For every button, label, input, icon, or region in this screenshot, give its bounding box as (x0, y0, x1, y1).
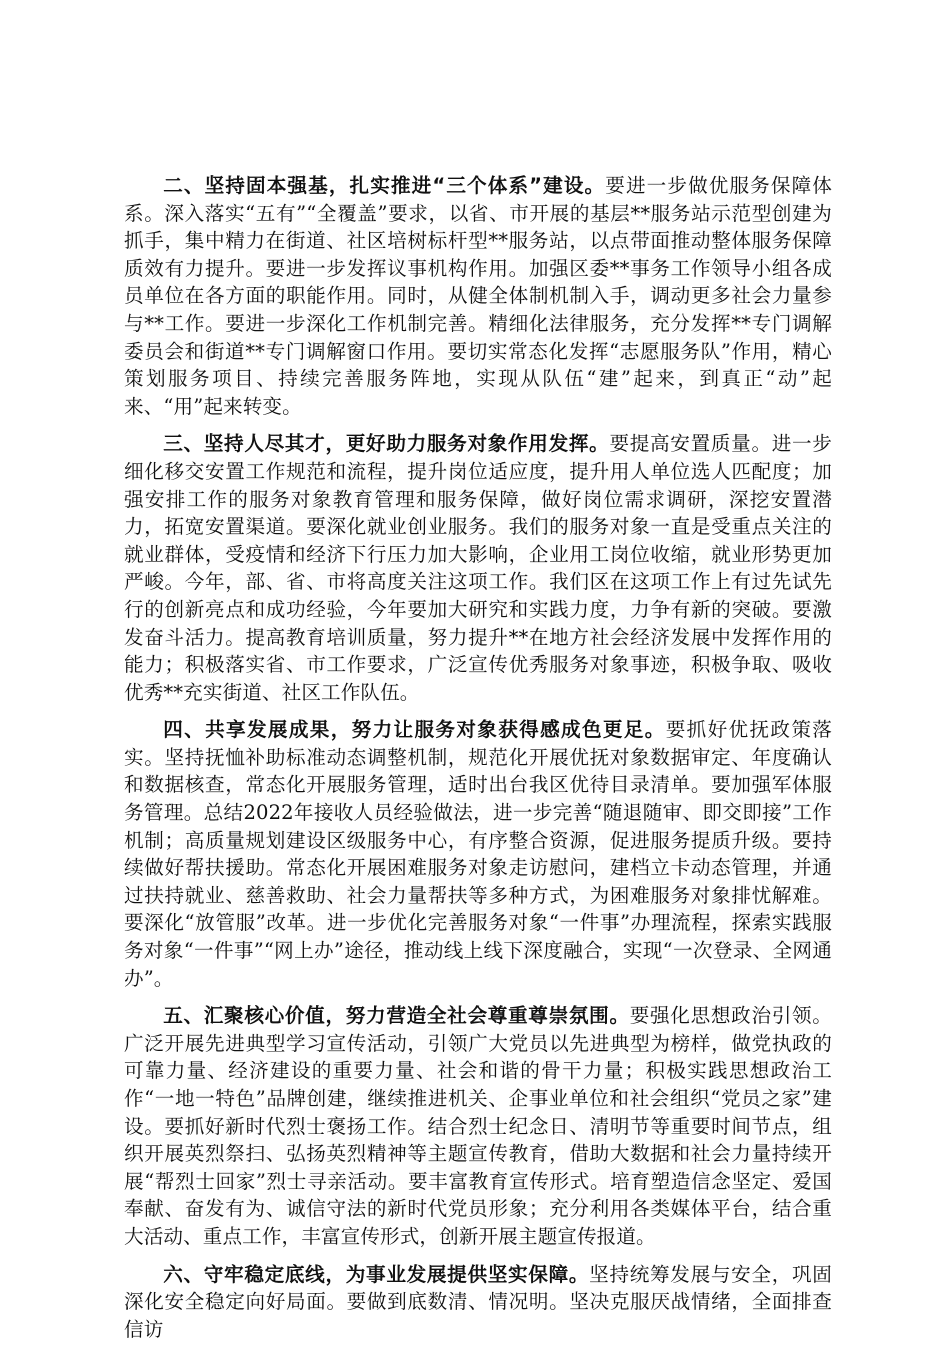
section-3-paragraph (124, 430, 832, 706)
section-2-paragraph (124, 172, 832, 420)
section-2-heading: 二、坚持固本强基，扎实推进“三个体系”建设。 (163, 174, 606, 197)
section-4-body: 要抓好优抚政策落实。坚持抚恤补助标准动态调整机制，规范化开展优抚对象数据审定、年度确认和数据核查，常态化开展服务管理，适时出台我区优待目录清单。要加强军体服务管理。总结2022年接收人员经验做法，进一步完善“随退随审、即交即接”工作机制；高质量规划建设区级服务中心，有序整合资源，促进服务提质升级。要持续做好帮扶援助。常态化开展困难服务对象走访慰问，建档立卡动态管理，并通过扶持就业、慈善救助、社会力量帮扶等多种方式，为困难服务对象排忧解难。要深化“放管服”改革。进一步优化完善服务对象“一件事”办理流程，探索实践服务对象“一件事”“网上办”途径，推动线上线下深度融合，实现“一次登录、全网通办”。 (124, 718, 832, 990)
section-5-body: 要强化思想政治引领。广泛开展先进典型学习宣传活动，引领广大党员以先进典型为榜样，做党执政的可靠力量、经济建设的重要力量、社会和谐的骨干力量；积极实践思想政治工作“一地一特色”品牌创建，继续推进机关、企事业单位和社会组织“党员之家”建设。要抓好新时代烈士褒扬工作。结合烈士纪念日、清明节等重要时间节点，组织开展英烈祭扫、弘扬英烈精神等主题宣传教育，借助大数据和社会力量持续开展“帮烈士回家”烈士寻亲活动。要丰富教育宣传形式。培育塑造信念坚定、爱国奉献、奋发有为、诚信守法的新时代党员形象；充分利用各类媒体平台，结合重大活动、重点工作，丰富宣传形式，创新开展主题宣传报道。 (124, 1004, 832, 1248)
section-3-heading: 三、坚持人尽其才，更好助力服务对象作用发挥。 (163, 432, 610, 456)
section-2-body: 要进一步做优服务保障体系。深入落实“五有”“全覆盖”要求，以省、市开展的基层**服务站示范型创建为抓手，集中精力在街道、社区培树标杆型**服务站，以点带面推动整体服务保障质效有力提升。要进一步发挥议事机构作用。加强区委**事务工作领导小组各成员单位在各方面的职能作用。同时，从健全体制机制入手，调动更多社会力量参与**工作。要进一步深化工作机制完善。精细化法律服务，充分发挥**专门调解委员会和街道**专门调解窗口作用。要切实常态化发挥“志愿服务队”作用，精心策划服务项目、持续完善服务阵地，实现从队伍“建”起来，到真正“动”起来、“用”起来转变。 (124, 174, 832, 418)
section-6-body: 坚持统筹发展与安全，巩固深化安全稳定向好局面。要做到底数清、情况明。坚决克服厌战情绪，全面排查信访 (124, 1262, 832, 1341)
section-4-heading: 四、共享发展成果，努力让服务对象获得感成色更足。 (163, 718, 666, 742)
section-5-paragraph (124, 1002, 832, 1250)
section-6-paragraph (124, 1261, 832, 1344)
section-4-paragraph (124, 716, 832, 992)
section-5-heading: 五、汇聚核心价值，努力营造全社会尊重尊崇氛围。 (163, 1004, 630, 1028)
section-3-body: 要提高安置质量。进一步细化移交安置工作规范和流程，提升岗位适应度，提升用人单位选人匹配度；加强安排工作的服务对象教育管理和服务保障，做好岗位需求调研，深挖安置潜力，拓宽安置渠道。要深化就业创业服务。我们的服务对象一直是受重点关注的就业群体，受疫情和经济下行压力加大影响，企业用工岗位收缩，就业形势更加严峻。今年，部、省、市将高度关注这项工作。我们区在这项工作上有过先试先行的创新亮点和成功经验，今年要加大研究和实践力度，力争有新的突破。要激发奋斗活力。提高教育培训质量，努力提升**在地方社会经济发展中发挥作用的能力；积极落实省、市工作要求，广泛宣传优秀服务对象事迹，积极争取、吸收优秀**充实街道、社区工作队伍。 (124, 432, 832, 704)
document-page (124, 172, 832, 1353)
section-6-heading: 六、守牢稳定底线，为事业发展提供坚实保障。 (163, 1262, 590, 1286)
